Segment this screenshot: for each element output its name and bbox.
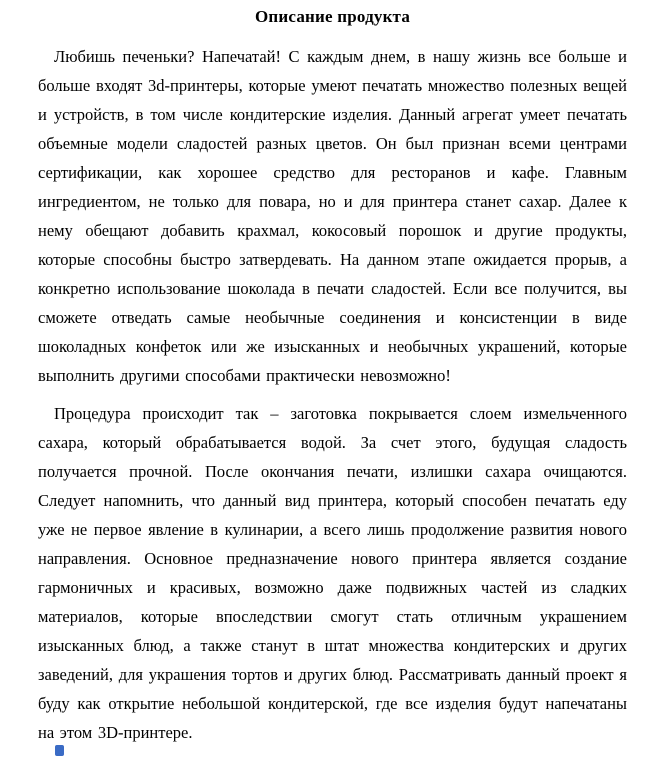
paragraph: Любишь печеньки? Напечатай! С каждым днем, в нашу жизнь все больше и больше входят 3d-принтеры, которые умеют печатать множество полезных вещей и устройств, в том числе кондитерские изделия. Данный агрегат умеет печатать объемные модели сладостей разных цветов. Он был признан всеми центрами сертификации, как хорошее средство для ресторанов и кафе. Главным ингредиентом, не только для повара, но и для принтера станет сахар. Далее к нему обещают добавить крахмал, кокосовый порошок и другие продукты, которые способны быстро затвердевать. На данном этапе ожидается прорыв, а конкретно использование шоколада в печати сладостей. Если все получится, вы сможете отведать самые необычные соединения и консистенции в виде шоколадных конфеток или же изысканных и необычных украшений, которые выполнить другими способами практически невозможно! <box>38 47 627 385</box>
paragraph: Процедура происходит так – заготовка покрывается слоем измельченного сахара, который обрабатывается водой. За счет этого, будущая сладость получается прочной. После окончания печати, излишки сахара очищаются. Следует напомнить, что данный вид принтера, который способен печатать еду уже не первое явление в кулинарии, а всего лишь продолжение развития нового направления. Основное предназначение нового принтера является создание гармоничных и красивых, возможно даже подвижных частей из сладких материалов, которые впоследствии смогут стать отличным украшением изысканных блюд, а также станут в штат множества кондитерских и других заведений, для украшения тортов и других блюд. Рассматривать данный проект я буду как открытие небольшой кондитерской, где все изделия будут напечатаны на этом 3D-принтере. <box>38 404 627 742</box>
document-title: Описание продукта <box>254 7 411 26</box>
blue-marker <box>55 745 64 756</box>
